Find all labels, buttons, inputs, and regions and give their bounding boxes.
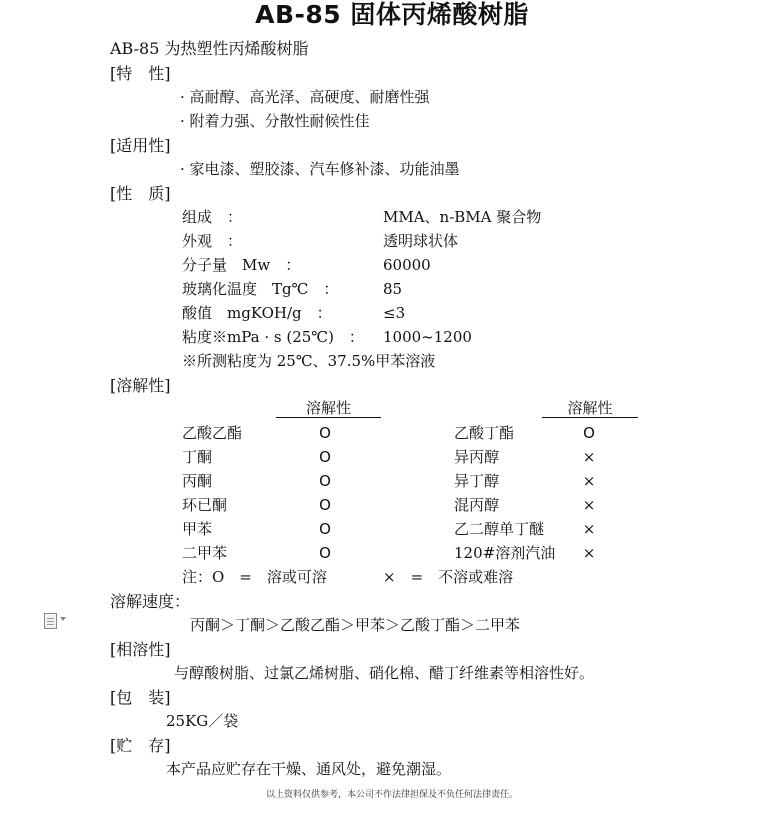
solvent-name: 乙酸丁酯 — [454, 424, 515, 442]
property-label: 外观 ： — [182, 232, 243, 250]
document-title: AB-85 固体丙烯酸树脂 — [255, 0, 529, 29]
solubility-mark: O — [319, 472, 331, 490]
solvent-name: 混丙醇 — [454, 496, 500, 514]
property-value: 85 — [383, 280, 403, 298]
property-value: 1000~1200 — [383, 328, 472, 346]
properties-heading: [性 质] — [110, 184, 171, 203]
solvent-name: 丙酮 — [182, 472, 213, 490]
property-value: 透明球状体 — [383, 232, 459, 250]
viscosity-note: ※所测粘度为 25℃、37.5%甲苯溶液 — [182, 352, 436, 370]
feature-item: · 高耐醇、高光泽、高硬度、耐磨性强 — [180, 88, 430, 106]
solvent-name: 乙酸乙酯 — [182, 424, 243, 442]
property-value: 60000 — [383, 256, 431, 274]
solubility-legend: × = 不溶或难溶 — [383, 568, 514, 586]
solvent-name: 乙二醇单丁醚 — [454, 520, 545, 538]
storage-heading: [贮 存] — [110, 736, 171, 755]
property-value: MMA、n-BMA 聚合物 — [383, 208, 542, 226]
packing-heading: [包 装] — [110, 688, 171, 707]
solubility-legend: 注：O = 溶或可溶 — [182, 568, 327, 586]
solvent-name: 120#溶剂汽油 — [454, 544, 556, 562]
solvent-name: 环已酮 — [182, 496, 228, 514]
solubility-heading: [溶解性] — [110, 376, 171, 395]
property-label: 分子量 Mw ： — [182, 256, 301, 274]
solubility-mark: O — [319, 496, 331, 514]
property-label: 酸值 mgKOH/g ： — [182, 304, 332, 322]
compatibility-heading: [相溶性] — [110, 640, 171, 659]
solvent-name: 异丙醇 — [454, 448, 500, 466]
solubility-mark: × — [582, 544, 596, 562]
solvent-name: 异丁醇 — [454, 472, 500, 490]
solubility-mark: × — [582, 472, 596, 490]
dissolve-speed-order: 丙酮＞丁酮＞乙酸乙酯＞甲苯＞乙酸丁酯＞二甲苯 — [190, 616, 521, 634]
solvent-name: 二甲苯 — [182, 544, 228, 562]
property-value: ≤3 — [383, 304, 406, 322]
solvent-name: 丁酮 — [182, 448, 213, 466]
solubility-mark: O — [319, 424, 331, 442]
property-label: 粘度※mPa · s (25℃) ： — [182, 328, 364, 346]
usage-item: · 家电漆、塑胶漆、汽车修补漆、功能油墨 — [180, 160, 460, 178]
solubility-column-header: 溶解性 — [542, 401, 638, 418]
packing-text: 25KG／袋 — [166, 712, 239, 730]
property-label: 组成 ： — [182, 208, 243, 226]
feature-item: · 附着力强、分散性耐候性佳 — [180, 112, 370, 130]
solubility-mark: O — [583, 424, 595, 442]
document-icon[interactable] — [44, 613, 57, 629]
solubility-mark: × — [582, 496, 596, 514]
compatibility-text: 与醇酸树脂、过氯乙烯树脂、硝化棉、醋丁纤维素等相溶性好。 — [174, 664, 595, 682]
solubility-mark: O — [319, 520, 331, 538]
usage-heading: [适用性] — [110, 136, 171, 155]
solubility-mark: × — [582, 520, 596, 538]
dissolve-speed-heading: 溶解速度： — [110, 592, 191, 611]
property-label: 玻璃化温度 Tg℃ ： — [182, 280, 339, 298]
solubility-column-header: 溶解性 — [276, 401, 381, 418]
chevron-down-icon[interactable] — [60, 617, 66, 621]
disclaimer-footer: 以上资料仅供参考，本公司不作法律担保及不负任何法律责任。 — [265, 790, 518, 800]
solvent-name: 甲苯 — [182, 520, 213, 538]
features-heading: [特 性] — [110, 64, 171, 83]
storage-text: 本产品应贮存在干燥、通风处，避免潮湿。 — [166, 760, 452, 778]
product-intro: AB-85 为热塑性丙烯酸树脂 — [110, 39, 309, 58]
solubility-mark: O — [319, 448, 331, 466]
solubility-mark: O — [319, 544, 331, 562]
solubility-mark: × — [582, 448, 596, 466]
